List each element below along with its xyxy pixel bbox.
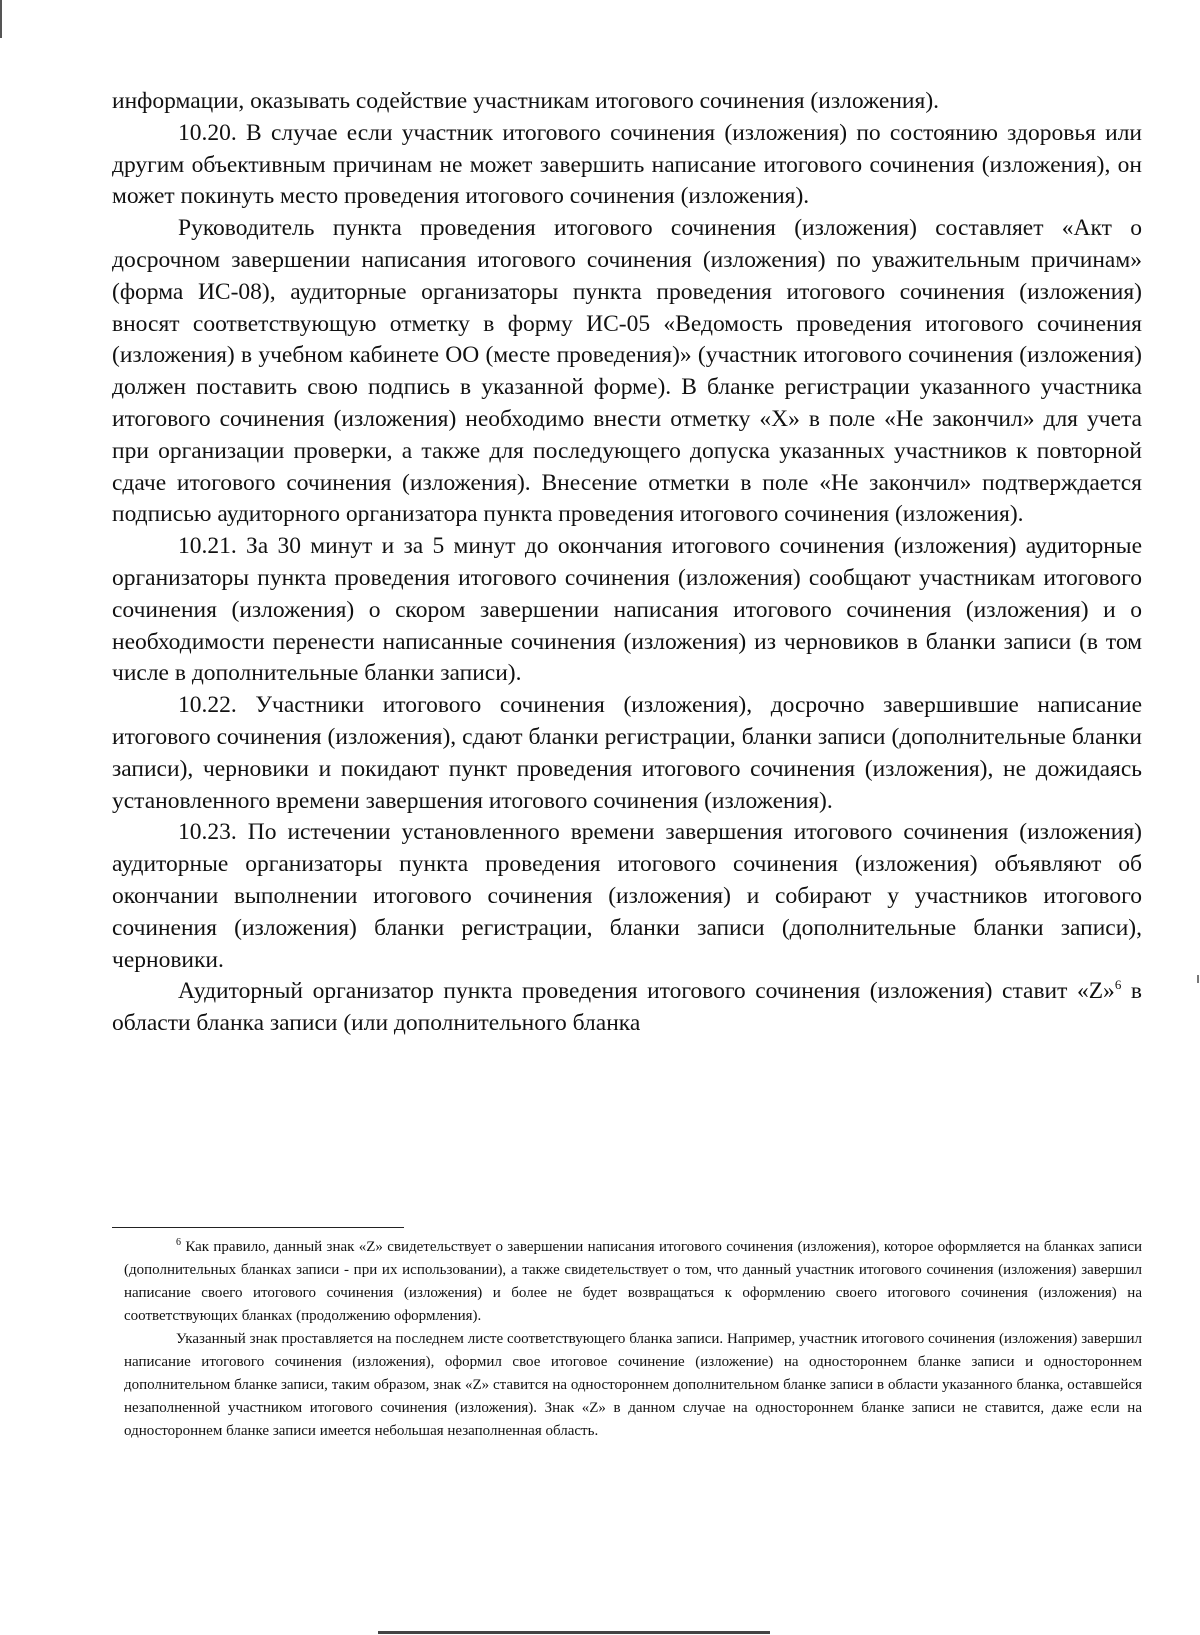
paragraph-10-20: 10.20. В случае если участник итогового сочинения (изложения) по состоянию здоровья или другим объективным причинам не может завершить написание итогового сочинения (изложения), он может покинуть место проведения итогового сочинения (изложения). xyxy=(112,119,1142,210)
paragraph-z-mark xyxy=(112,976,1142,1040)
footnote-mark: 6 xyxy=(176,1237,181,1248)
main-body-text xyxy=(112,86,1142,1040)
footnote-6-continuation: Указанный знак проставляется на последнем листе соответствующего бланка записи. Например, участник итогового сочинения (изложения) завершил написание итогового сочинения (изложения), оформил свое итоговое сочинение (изложение) на одностороннем бланке записи и одностороннем дополнительном бланке записи, таким образом, знак «Z» ставится на одностороннем дополнительном бланке записи в области указанного бланка, оставшейся незаполненной участником итогового сочинения (изложения). Знак «Z» в данном случае на одностороннем бланке записи не ставится, даже если на одностороннем бланке записи имеется небольшая незаполненная область. xyxy=(124,1331,1142,1439)
footnote-reference-6: 6 xyxy=(1114,977,1122,993)
paragraph-continuation: информации, оказывать содействие участникам итогового сочинения (изложения). xyxy=(112,88,940,114)
scan-artifact-mark xyxy=(1197,975,1199,983)
footnotes-section xyxy=(124,1236,1142,1443)
paragraph-act-early-completion: Руководитель пункта проведения итогового сочинения (изложения) составляет «Акт о досрочном завершении написания итогового сочинения (изложения) по уважительным причинам» (форма ИС-08), аудиторные организаторы пункта проведения итогового сочинения (изложения) вносят соответствующую отметку в форму ИС-05 «Ведомость проведения итогового сочинения (изложения) в учебном кабинете ОО (месте проведения)» (участник итогового сочинения (изложения) должен поставить свою подпись в указанной форме). В бланке регистрации указанного участника итогового сочинения (изложения) необходимо внести отметку «Х» в поле «Не закончил» для учета при организации проверки, а также для последующего допуска указанных участников к повторной сдаче итогового сочинения (изложения). Внесение отметки в поле «Не закончил» подтверждается подписью аудиторного организатора пункта проведения итогового сочинения (изложения). xyxy=(112,215,1142,528)
paragraph-10-23: 10.23. По истечении установленного времени завершения итогового сочинения (изложения) аудиторные организаторы пункта проведения итогового сочинения (изложения) объявляют об окончании выполнении итогового сочинения (изложения) и собирают у участников итогового сочинения (изложения) бланки регистрации, бланки записи (дополнительные бланки записи), черновики. xyxy=(112,819,1142,973)
paragraph-z-mark-text-end: в области бланка записи (или дополнительного бланка xyxy=(112,978,1142,1037)
footnote-6-text: Как правило, данный знак «Z» свидетельствует о завершении написания итогового сочинения (изложения), которое оформляется на бланках записи (дополнительных бланках записи - при их использовании), а также свидетельствует о том, что данный участник итогового сочинения (изложения) завершил написание своего итогового сочинения (изложения) и более не будет возвращаться к оформлению своего итогового сочинения (изложения) на соответствующих бланках (продолжению оформления). xyxy=(124,1239,1142,1324)
scan-artifact-left-edge xyxy=(0,0,2,38)
paragraph-z-mark-text: Аудиторный организатор пункта проведения итогового сочинения (изложения) ставит «Z» xyxy=(178,978,1115,1005)
footnote-separator xyxy=(112,1227,404,1228)
paragraph-10-22: 10.22. Участники итогового сочинения (изложения), досрочно завершившие написание итогового сочинения (изложения), сдают бланки регистрации, бланки записи (дополнительные бланки записи), черновики и покидают пункт проведения итогового сочинения (изложения), не дожидаясь установленного времени завершения итогового сочинения (изложения). xyxy=(112,692,1142,814)
footnote-6 xyxy=(124,1236,1142,1328)
paragraph-10-21: 10.21. За 30 минут и за 5 минут до окончания итогового сочинения (изложения) аудиторные организаторы пункта проведения итогового сочинения (изложения) сообщают участникам итогового сочинения (изложения) о скором завершении написания итогового сочинения (изложения) и о необходимости перенести написанные сочинения (изложения) из черновиков в бланки записи (в том числе в дополнительные бланки записи). xyxy=(112,533,1142,687)
scan-artifact-bottom-edge xyxy=(378,1631,770,1634)
